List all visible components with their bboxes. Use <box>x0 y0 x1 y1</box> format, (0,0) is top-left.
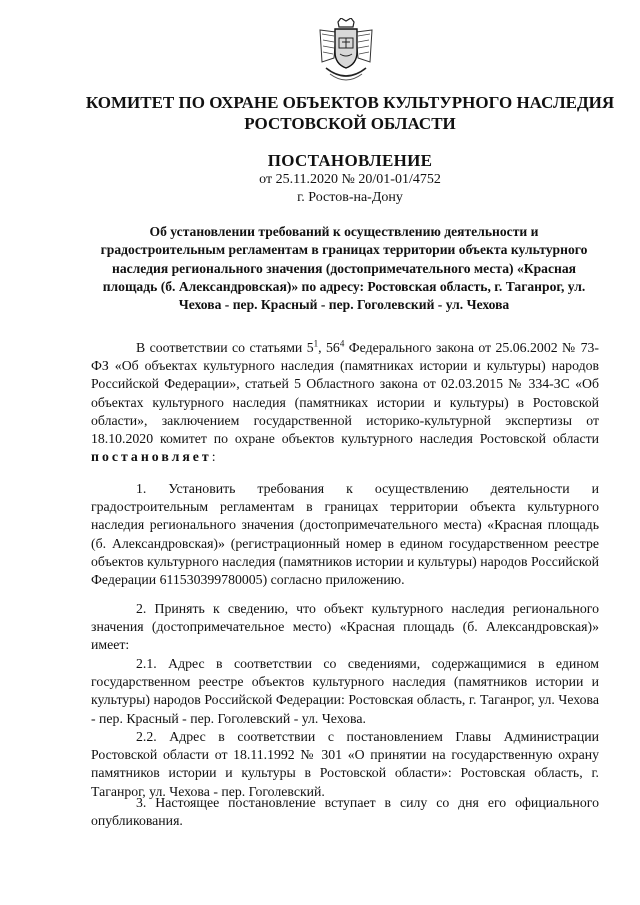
document-city: г. Ростов-на-Дону <box>297 190 403 205</box>
article-superscript-2: 4 <box>339 338 345 349</box>
coat-of-arms-icon <box>316 18 376 86</box>
preamble-colon: : <box>211 449 216 465</box>
preamble-text-1: В соответствии со статьями 5 <box>136 340 314 355</box>
resolves-word: постановляет <box>91 449 212 465</box>
paragraph-2-1: 2.1. Адрес в соответствии со сведениями, содержащимися в едином государственном реестре объектов культурного наследия (памятников истории и культуры) народов Российской Федерации: Ростовская область, г. Таганрог, ул. Чехова - пер. Красный - пер. Гоголевский - ул. Чехова. <box>91 656 599 726</box>
article-superscript-1: 1 <box>313 338 319 349</box>
preamble-text-3: Федерального закона от 25.06.2002 № 73-ФЗ «Об объектах культурного наследия (памятниках истории и культуры) народов Российской Федерации», статьей 5 Областного закона от 02.03.2015 № 334-ЗС «Об объектах культурного наследия (памятниках истории и культуры) в Ростовской области», заключением государственной историко-культурной экспертизы от 18.10.2020 комитет по охране объектов культурного наследия Ростовской области <box>91 340 599 447</box>
committee-name: КОМИТЕТ ПО ОХРАНЕ ОБЪЕКТОВ КУЛЬТУРНОГО НАСЛЕДИЯ РОСТОВСКОЙ ОБЛАСТИ <box>85 93 615 133</box>
document-date-number: от 25.11.2020 № 20/01-01/4752 <box>259 172 441 187</box>
document-title: Об установлении требований к осуществлению деятельности и градостроительным регламентам в границах территории объекта культурного наследия регионального значения (достопримечательного места) «Красная площадь (б. Александровская)» по адресу: Ростовская область, г. Таганрог, ул. Чехова - пер. Красный - пер. Гоголевский - ул. Чехова <box>100 224 588 313</box>
paragraph-2: 2. Принять к сведению, что объект культурного наследия регионального значения (достопримечательное место) «Красная площадь (б. Александровская)» имеет: <box>91 601 599 653</box>
paragraph-1: 1. Установить требования к осуществлению деятельности и градостроительным регламентам в границах территории объекта культурного наследия регионального значения (достопримечательного места) «Красная площадь (б. Александровская)» (регистрационный номер в едином государственном реестре объектов культурного наследия (памятников истории и культуры) народов Российской Федерации 611530399780005) согласно приложению. <box>91 481 599 588</box>
preamble-paragraph <box>91 339 599 466</box>
paragraph-2-2: 2.2. Адрес в соответствии с постановлением Главы Администрации Ростовской области от 18.11.1992 № 301 «О принятии на государственную охрану памятников истории и культуры в Ростовской области»: Ростовская область, г. Таганрог, ул. Чехова - пер. Гоголевский. <box>91 729 599 799</box>
paragraph-3: 3. Настоящее постановление вступает в силу со дня его официального опубликования. <box>91 795 599 829</box>
document-type: ПОСТАНОВЛЕНИЕ <box>267 151 433 170</box>
preamble-text-2: , 56 <box>318 340 340 355</box>
